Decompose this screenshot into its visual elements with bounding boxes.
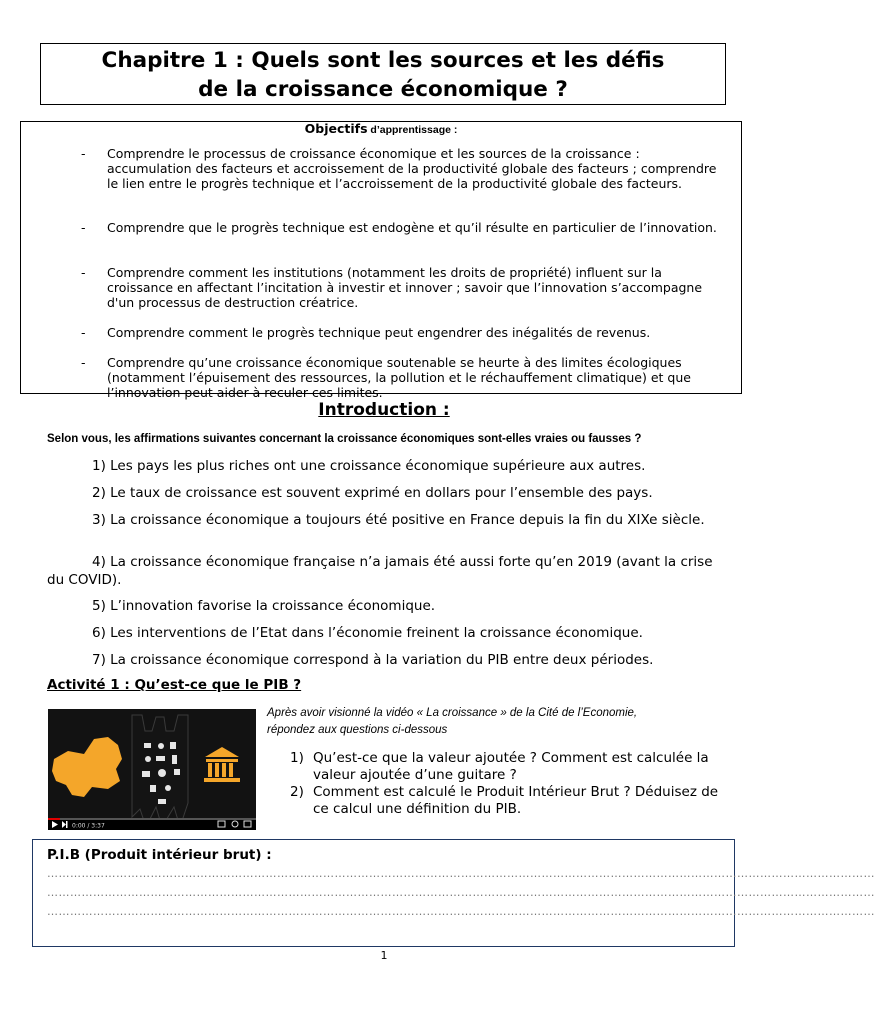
pib-answer-box — [32, 839, 875, 947]
statement-7: 7) La croissance économique correspond à la variation du PIB entre deux périodes. — [92, 652, 654, 668]
activity-instruction — [267, 705, 707, 739]
bank-building-icon — [204, 747, 240, 782]
objective-item — [81, 265, 721, 310]
activity-instruction-line-2: répondez aux questions ci-dessous — [267, 724, 448, 736]
objective-text: Comprendre le processus de croissance économique et les sources de la croissance : accumulation des facteurs et accroissement de la productivité globale des facteurs ; comprendre le lien entre le progrès technique et l’accroissement de la productivité globale des facteurs. — [107, 146, 717, 191]
statement-2: 2) Le taux de croissance est souvent exprimé en dollars pour l’ensemble des pays. — [92, 485, 653, 501]
statement-4: 4) La croissance économique française n’a jamais été aussi forte qu’en 2019 (avant la crise du COVID). — [47, 554, 713, 588]
bullet-dash: - — [81, 220, 86, 235]
video-thumbnail[interactable] — [48, 709, 256, 830]
objective-text: Comprendre qu’une croissance économique soutenable se heurte à des limites écologiques (notamment l’épuisement des ressources, la pollution et le réchauffement climatique) et que l’innovation peut aider à reculer ces limites. — [107, 355, 691, 400]
statement-5: 5) L’innovation favorise la croissance économique. — [92, 598, 436, 614]
objectives-box — [20, 121, 742, 400]
chapter-title-line-1: Chapitre 1 : Quels sont les sources et les défis — [101, 48, 665, 73]
objective-item — [81, 355, 721, 400]
activity-question-1 — [290, 750, 730, 784]
question-text: Comment est calculé le Produit Intérieur Brut ? Déduisez de ce calcul une définition du PIB. — [313, 784, 719, 817]
answer-line[interactable]: ……………………………………………………………………………………………………………………………………………………………………………………………… — [47, 886, 875, 899]
objective-text: Comprendre comment le progrès technique peut engendrer des inégalités de revenus. — [107, 325, 651, 340]
pib-label: P.I.B (Produit intérieur brut) : — [47, 847, 272, 863]
question-text: Qu’est-ce que la valeur ajoutée ? Comment est calculée la valeur ajoutée d’une guitare ? — [313, 750, 709, 783]
introduction-title: Introduction : — [318, 400, 450, 420]
page-number: 1 — [380, 949, 388, 962]
statement-6: 6) Les interventions de l’Etat dans l’économie freinent la croissance économique. — [92, 625, 643, 641]
bullet-dash: - — [81, 355, 86, 370]
objective-text: Comprendre comment les institutions (notamment les droits de propriété) influent sur la croissance en affectant l’incitation à investir et innover ; savoir que l’innovation s’accompagne d'un processus de destruction créatrice. — [107, 265, 703, 310]
bullet-dash: - — [81, 325, 86, 340]
bullet-dash: - — [81, 265, 86, 280]
video-illustration — [48, 709, 256, 830]
objective-item — [81, 220, 721, 235]
objectives-heading-main: Objectifs — [304, 121, 368, 136]
video-progress-bar — [48, 818, 60, 820]
statement-1: 1) Les pays les plus riches ont une croissance économique supérieure aux autres. — [92, 458, 646, 474]
objective-item — [81, 146, 721, 191]
objectives-heading-rest: d’apprentissage : — [367, 124, 458, 136]
introduction-question: Selon vous, les affirmations suivantes concernant la croissance économiques sont-elles vraies ou fausses ? — [47, 433, 642, 445]
bullet-dash: - — [81, 146, 86, 161]
activity-title: Activité 1 : Qu’est-ce que le PIB ? — [47, 677, 302, 693]
objective-item — [81, 325, 721, 340]
answer-line[interactable]: ……………………………………………………………………………………………………………………………………………………………………………………………… — [47, 905, 875, 918]
objectives-heading — [21, 122, 741, 137]
chapter-title-line-2: de la croissance économique ? — [198, 77, 568, 102]
question-number: 2) — [290, 784, 304, 800]
question-number: 1) — [290, 750, 304, 766]
answer-line[interactable]: ……………………………………………………………………………………………………………………………………………………………………………………………… — [47, 867, 875, 880]
chapter-title-box — [40, 43, 726, 105]
objective-text: Comprendre que le progrès technique est endogène et qu’il résulte en particulier de l’innovation. — [107, 220, 717, 235]
statement-3: 3) La croissance économique a toujours été positive en France depuis la fin du XIXe siècle. — [92, 512, 705, 528]
video-time: 0:00 / 3:37 — [72, 822, 105, 830]
map-blob-shape — [52, 737, 122, 797]
activity-question-2 — [290, 784, 730, 818]
activity-instruction-line-1: Après avoir visionné la vidéo « La croissance » de la Cité de l’Economie, — [267, 707, 638, 719]
